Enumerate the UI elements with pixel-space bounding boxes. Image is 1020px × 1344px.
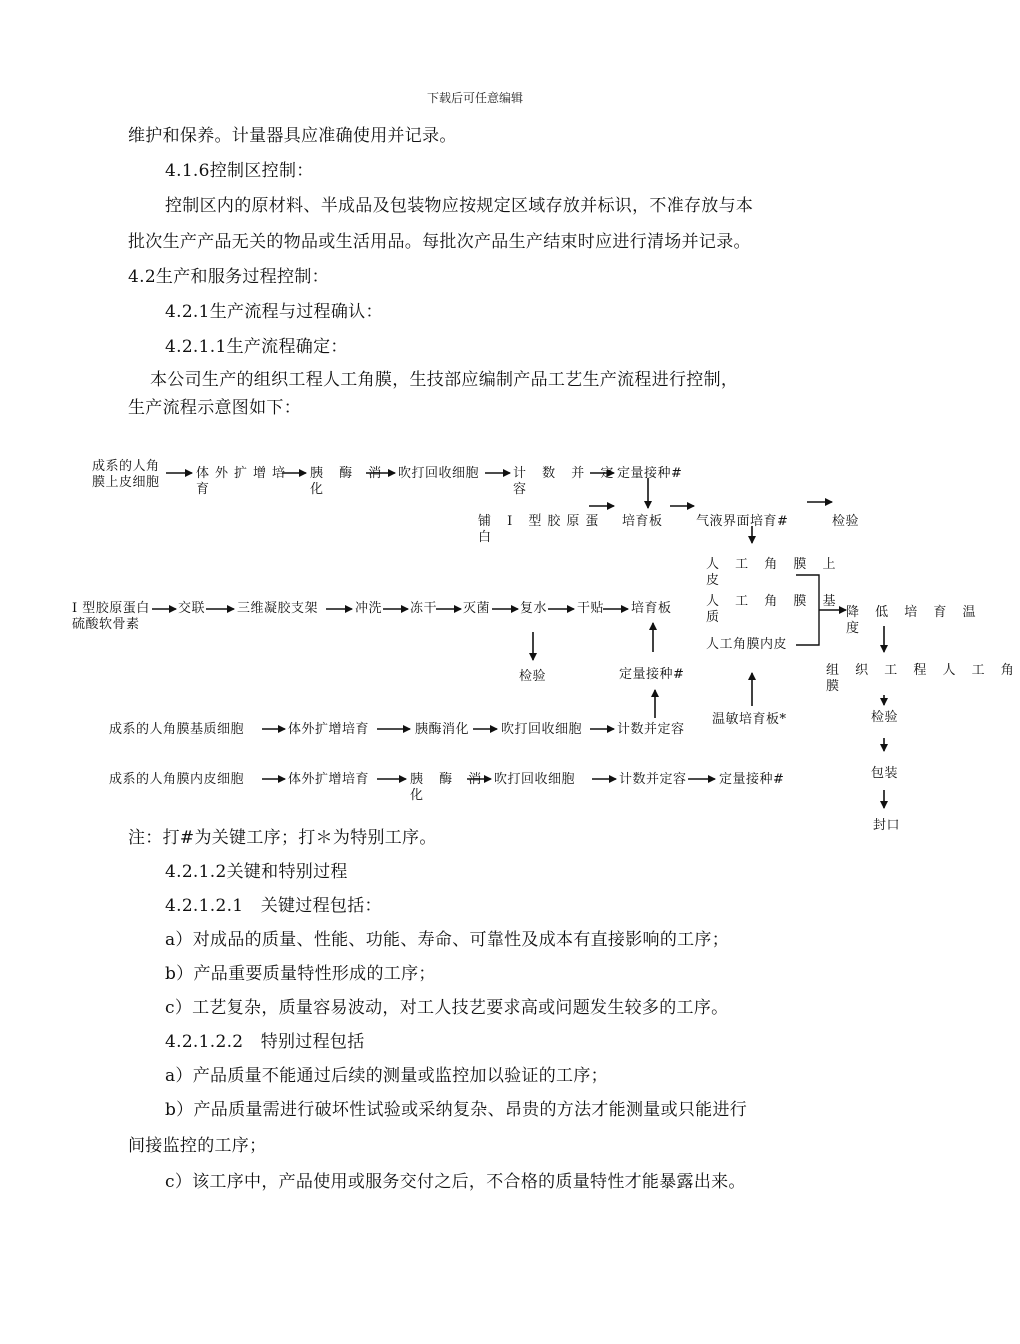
flow-node-quantitative-inoculation-2: 定量接种# — [619, 667, 685, 682]
section-heading: 4.2.1生产流程与过程确认： — [165, 302, 383, 322]
flow-node-thermosensitive-plate: 温敏培育板* — [712, 712, 787, 727]
flow-node-air-liquid-culture: 气液界面培育# — [696, 514, 789, 529]
flow-node-dry-attach: 干贴 — [577, 601, 605, 616]
paragraph-line: 控制区内的原材料、半成品及包装物应按规定区域存放并标识，不准存放与本 — [165, 196, 754, 216]
paragraph-line: 维护和保养。计量器具应准确使用并记录。 — [128, 126, 457, 146]
flow-node-digestion: 胰 酶 消 化 — [310, 466, 388, 497]
flow-node-culture-3: 体外扩增培育 — [288, 772, 370, 787]
flow-node-collagen-source: I 型胶原蛋白 硫酸软骨素 — [72, 601, 150, 632]
flow-node-count-volume-3: 计数并定容 — [619, 772, 687, 787]
flow-node-rehydrate: 复水 — [520, 601, 548, 616]
flow-node-crosslink: 交联 — [178, 601, 206, 616]
section-heading: 4.1.6控制区控制： — [165, 161, 314, 181]
list-item: a）对成品的质量、性能、功能、寿命、可靠性及成本有直接影响的工序； — [165, 930, 730, 950]
flow-node-rinse: 冲洗 — [355, 601, 383, 616]
list-item: b）产品重要质量特性形成的工序； — [165, 964, 436, 984]
flow-node-culture-plate: 培育板 — [622, 514, 663, 529]
section-heading: 4.2.1.2.1 关键过程包括： — [165, 896, 382, 916]
flow-node-collagen-coating: 铺 I 型胶原蛋 白 — [478, 514, 605, 545]
flow-node-culture-plate-2: 培育板 — [631, 601, 672, 616]
paragraph-line: 批次生产产品无关的物品或生活用品。每批次产品生产结束时应进行清场并记录。 — [128, 232, 751, 252]
flow-node-quantitative-inoculation: 定量接种# — [617, 466, 683, 481]
flow-node-stroma-layer: 人 工 角 膜 基 质 — [706, 594, 842, 625]
flow-node-count-volume-2: 计数并定容 — [617, 722, 685, 737]
section-heading: 4.2.1.1生产流程确定： — [165, 337, 348, 357]
flow-node-inspection-3: 检验 — [871, 710, 899, 725]
section-heading: 4.2生产和服务过程控制： — [128, 267, 329, 287]
flow-node-inspection: 检验 — [832, 514, 860, 529]
flow-node-digestion-3: 胰 酶 消 化 — [410, 772, 488, 803]
flowchart-note: 注：打#为关键工序；打＊为特别工序。 — [128, 828, 437, 848]
flow-node-endothelium-layer: 人工角膜内皮 — [706, 637, 788, 652]
flow-node-collect-cells-3: 吹打回收细胞 — [494, 772, 576, 787]
flow-node-packaging: 包装 — [871, 766, 899, 781]
flow-node-inspection-2: 检验 — [519, 669, 547, 684]
flow-node-culture: 体外扩增培 育 — [196, 466, 292, 497]
flow-node-collect-cells: 吹打回收细胞 — [398, 466, 480, 481]
list-item: c）工艺复杂，质量容易波动，对工人技艺要求高或问题发生较多的工序。 — [165, 998, 729, 1018]
list-item: 间接监控的工序； — [128, 1136, 267, 1156]
section-heading: 4.2.1.2关键和特别过程 — [165, 862, 348, 882]
flow-node-collect-cells-2: 吹打回收细胞 — [501, 722, 583, 737]
page-header: 下载后可任意编辑 — [426, 91, 523, 105]
flow-node-sealing: 封口 — [873, 818, 901, 833]
flow-node-epithelium-layer: 人 工 角 膜 上 皮 — [706, 557, 842, 588]
list-item: a）产品质量不能通过后续的测量或监控加以验证的工序； — [165, 1066, 608, 1086]
flow-node-epithelial-source: 成系的人角 膜上皮细胞 — [92, 459, 160, 490]
flow-node-gel-scaffold: 三维凝胶支架 — [237, 601, 319, 616]
flow-node-culture-2: 体外扩增培育 — [288, 722, 370, 737]
flow-node-lower-temperature: 降 低 培 育 温 度 — [846, 605, 982, 636]
paragraph-line: 本公司生产的组织工程人工角膜，生技部应编制产品工艺生产流程进行控制， — [150, 370, 739, 390]
flow-node-freeze-dry: 冻干 — [410, 601, 438, 616]
list-item: b）产品质量需进行破坏性试验或采纳复杂、昂贵的方法才能测量或只能进行 — [165, 1100, 748, 1120]
flow-node-final-product: 组 织 工 程 人 工 角 膜 — [826, 663, 1020, 694]
flow-node-sterilize: 灭菌 — [463, 601, 491, 616]
flow-node-stroma-source: 成系的人角膜基质细胞 — [109, 722, 245, 737]
flow-node-quantitative-inoculation-3: 定量接种# — [719, 772, 785, 787]
flow-node-endothelium-source: 成系的人角膜内皮细胞 — [109, 772, 245, 787]
paragraph-line: 生产流程示意图如下： — [128, 398, 301, 418]
section-heading: 4.2.1.2.2 特别过程包括 — [165, 1032, 365, 1052]
flow-node-digestion-2: 胰酶消化 — [415, 722, 470, 737]
flow-node-count-volume: 计 数 并 定 容 — [513, 466, 620, 497]
list-item: c）该工序中，产品使用或服务交付之后，不合格的质量特性才能暴露出来。 — [165, 1172, 746, 1192]
